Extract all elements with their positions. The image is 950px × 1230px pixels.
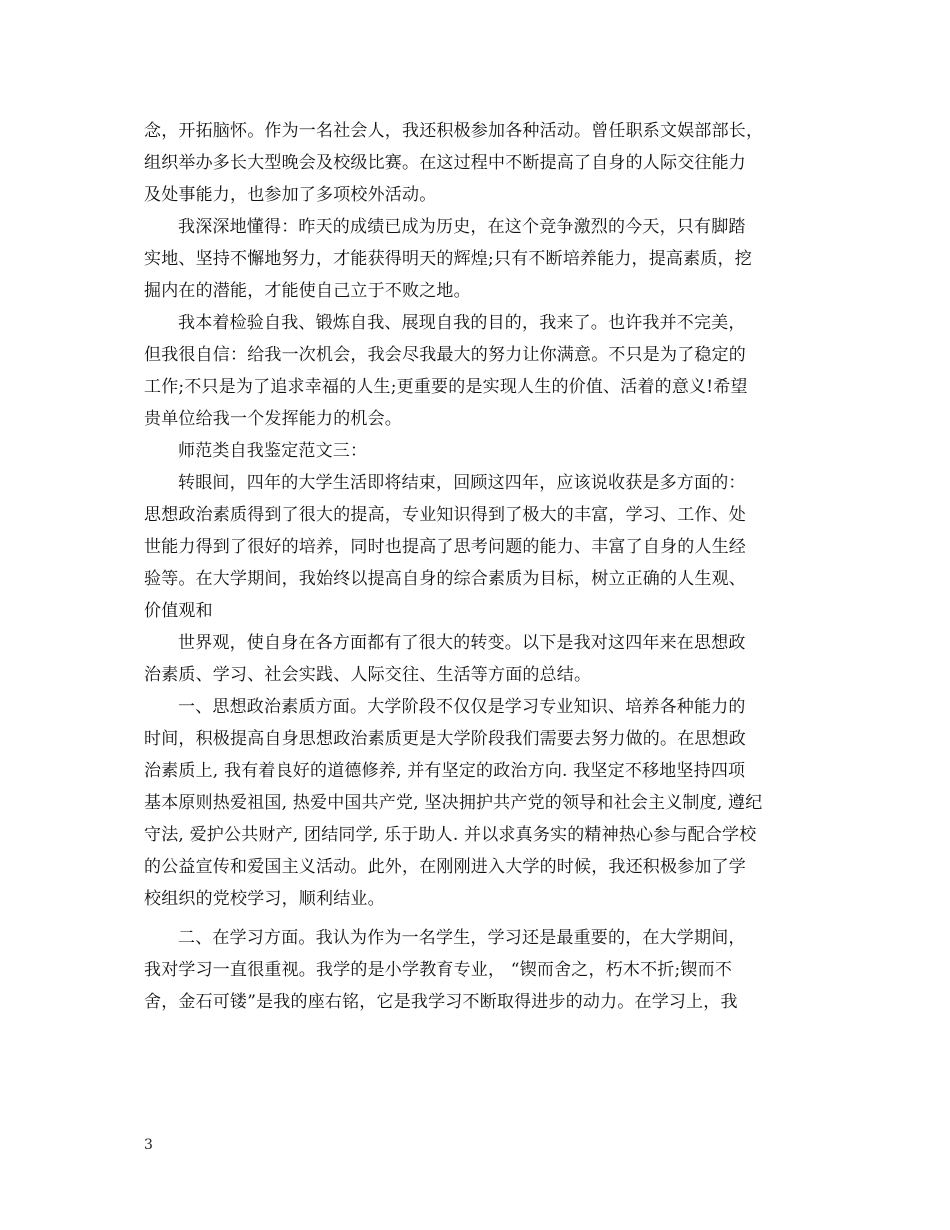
text-line: 及处事能力，也参加了多项校外活动。 (144, 185, 437, 205)
paragraph (144, 467, 824, 627)
paragraph (144, 115, 824, 211)
paragraph (144, 922, 824, 1018)
text-line: 我深深地懂得：昨天的成绩已成为历史，在这个竞争激烈的今天，只有脚踏 (178, 217, 746, 237)
text-line: 我本着检验自我、锻炼自我、展现自我的目的，我来了。也许我并不完美， (178, 313, 746, 333)
paragraph (144, 307, 824, 435)
text-line: 二、在学习方面。我认为作为一名学生，学习还是最重要的，在大学期间， (178, 928, 746, 948)
text-line: 一、思想政治素质方面。大学阶段不仅仅是学习专业知识、培养各种能力的 (178, 697, 746, 717)
text-line: 我对学习一直很重视。我学的是小学教育专业， “锲而舍之，朽木不折;锲而不 (144, 960, 733, 980)
document-body (144, 115, 824, 1018)
paragraph (144, 627, 824, 691)
text-line: 师范类自我鉴定范文三： (178, 441, 368, 461)
text-line: 实地、坚持不懈地努力，才能获得明天的辉煌;只有不断培养能力，提高素质，挖 (144, 249, 752, 269)
text-line: 舍，金石可镂”是我的座右铭，它是我学习不断取得进步的动力。在学习上，我 (144, 992, 738, 1012)
text-line: 世能力得到了很好的培养，同时也提高了思考问题的能力、丰富了自身的人生经 (144, 537, 746, 557)
text-line: 贵单位给我一个发挥能力的机会。 (144, 409, 402, 429)
paragraph (144, 435, 824, 467)
text-line: 组织举办多长大型晚会及校级比赛。在这过程中不断提高了自身的人际交往能力 (144, 153, 746, 173)
text-line: 守法, 爱护公共财产, 团结同学, 乐于助人. 并以求真务实的精神热心参与配合学校 (144, 825, 757, 845)
text-line: 价值观和 (144, 601, 213, 621)
paragraph (144, 691, 824, 915)
text-line: 时间，积极提高自身思想政治素质更是大学阶段我们需要去努力做的。在思想政 (144, 729, 746, 749)
text-line: 的公益宣传和爱国主义活动。此外，在刚刚进入大学的时候，我还积极参加了学 (144, 857, 746, 877)
text-line: 念，开拓脑怀。作为一名社会人，我还积极参加各种活动。曾任职系文娱部部长， (144, 121, 764, 141)
text-line: 校组织的党校学习，顺利结业。 (144, 889, 385, 909)
paragraph (144, 211, 824, 307)
text-line: 世界观，使自身在各方面都有了很大的转变。以下是我对这四年来在思想政 (178, 633, 746, 653)
text-line: 工作;不只是为了追求幸福的人生;更重要的是实现人生的价值、活着的意义!希望 (144, 377, 748, 397)
text-line: 思想政治素质得到了很大的提高，专业知识得到了极大的丰富，学习、工作、处 (144, 505, 746, 525)
text-line: 但我很自信：给我一次机会，我会尽我最大的努力让你满意。不只是为了稳定的 (144, 345, 746, 365)
text-line: 治素质上, 我有着良好的道德修养, 并有坚定的政治方向. 我坚定不移地坚持四项 (144, 761, 746, 781)
text-line: 转眼间，四年的大学生活即将结束，回顾这四年，应该说收获是多方面的： (178, 473, 746, 493)
text-line: 基本原则热爱祖国, 热爱中国共产党, 坚决拥护共产党的领导和社会主义制度, 遵纪 (144, 793, 763, 813)
text-line: 掘内在的潜能，才能使自己立于不败之地。 (144, 281, 471, 301)
page-number: 3 (144, 1137, 153, 1153)
text-line: 验等。在大学期间，我始终以提高自身的综合素质为目标，树立正确的人生观、 (144, 569, 746, 589)
text-line: 治素质、学习、社会实践、人际交往、生活等方面的总结。 (144, 665, 592, 685)
paragraph-gap (144, 915, 824, 922)
